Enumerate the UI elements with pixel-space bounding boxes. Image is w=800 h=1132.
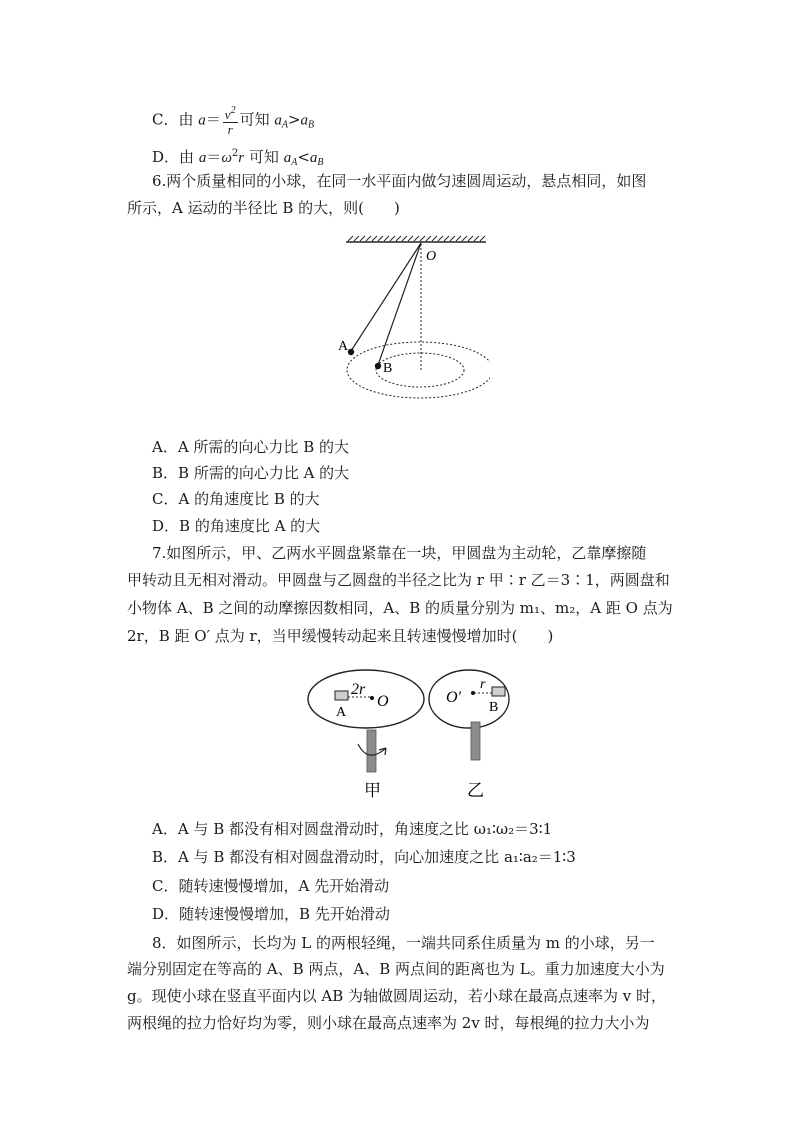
- q5-option-d-rel-a: a: [283, 150, 292, 166]
- q7-option-c: C．随转速慢慢增加，A 先开始滑动: [152, 877, 390, 895]
- q5-option-c: [152, 104, 314, 137]
- q5-option-d-rel-b: a: [309, 150, 318, 166]
- q5-option-c-sub-b: B: [308, 119, 315, 131]
- q7-option-a: A．A 与 B 都没有相对圆盘滑动时，角速度之比 ω₁∶ω₂＝3∶1: [152, 820, 553, 838]
- q6-option-b: B．B 所需的向心力比 A 的大: [152, 464, 350, 482]
- q5-option-c-label: C．由: [152, 110, 194, 129]
- label-jia: 甲: [364, 781, 381, 800]
- q7-option-b: B．A 与 B 都没有相对圆盘滑动时，向心加速度之比 a₁∶a₂＝1∶3: [152, 848, 576, 866]
- q5-option-d-label: D．由: [152, 148, 195, 166]
- q5-option-c-mid: 可知: [239, 110, 270, 129]
- q7-stem-line4: 2r，B 距 O′ 点为 r，当甲缓慢转动起来且转速慢慢增加时( ): [127, 627, 554, 645]
- label-o: O: [377, 693, 389, 710]
- q5-option-c-eq: ＝: [205, 110, 221, 129]
- q5-option-c-op: >: [287, 110, 301, 129]
- q5-option-d-sub-b: B: [317, 157, 324, 168]
- q5-option-d-omega: ω: [221, 150, 232, 166]
- label-b: B: [383, 361, 393, 376]
- q5-option-d-exp: 2: [231, 148, 239, 159]
- q5-option-c-rel-b: a: [300, 112, 309, 129]
- label-o: O: [426, 249, 437, 264]
- q8-stem-line3: g。现使小球在竖直平面内以 AB 为轴做圆周运动，若小球在最高点速率为 v 时，: [127, 987, 667, 1005]
- q7-stem-line1: 7.如图所示，甲、乙两水平圆盘紧靠在一块，甲圆盘为主动轮，乙靠摩擦随: [152, 544, 647, 562]
- q5-option-d-lhs: a: [198, 150, 207, 166]
- q6-option-a: A．A 所需的向心力比 B 的大: [152, 438, 349, 456]
- q5-option-c-rel-a: a: [274, 112, 282, 129]
- block-b: [492, 687, 505, 696]
- center-o: [370, 696, 374, 700]
- q5-option-d-eq: ＝: [206, 148, 222, 166]
- q5-option-c-num: v: [224, 107, 231, 122]
- q5-option-d-op: <: [297, 148, 310, 166]
- q5-option-c-num-exp: 2: [230, 105, 236, 116]
- label-yi: 乙: [467, 781, 484, 800]
- ball-a: [348, 349, 354, 355]
- q5-option-d-mid: 可知: [248, 148, 279, 166]
- q5-option-c-fraction: [223, 104, 238, 137]
- q7-option-d: D．随转速慢慢增加，B 先开始滑动: [152, 905, 390, 923]
- q7-discs-figure: [306, 664, 536, 812]
- center-op: [471, 691, 475, 695]
- q5-option-d-sub-a: A: [291, 157, 298, 168]
- q8-stem-line2: 端分别固定在等高的 A、B 两点，A、B 两点间的距离也为 L。重力加速度大小为: [127, 960, 665, 978]
- ceiling-hatch: [348, 236, 485, 241]
- label-a: A: [338, 339, 349, 354]
- ball-b: [375, 363, 381, 369]
- q7-stem-line2: 甲转动且无相对滑动。甲圆盘与乙圆盘的半径之比为 r 甲∶r 乙＝3∶1，两圆盘和: [127, 571, 670, 589]
- q6-pendulum-figure: [338, 232, 490, 417]
- label-a: A: [336, 705, 347, 720]
- q8-stem-line1: 8．如图所示，长均为 L 的两根轻绳，一端共同系住质量为 m 的小球，另一: [152, 934, 655, 952]
- shaft-yi: [471, 722, 480, 760]
- q5-option-c-den: r: [227, 122, 233, 137]
- string-a: [351, 243, 421, 351]
- label-o-prime: O′: [446, 689, 462, 706]
- q8-stem-line4: 两根绳的拉力恰好均为零，则小球在最高点速率为 2v 时，每根绳的拉力大小为: [127, 1014, 650, 1032]
- q6-option-d: D．B 的角速度比 A 的大: [152, 517, 321, 535]
- q6-option-c: C．A 的角速度比 B 的大: [152, 490, 320, 508]
- label-b: B: [489, 700, 499, 715]
- shaft-jia: [367, 730, 376, 772]
- q5-option-c-lhs: a: [198, 112, 206, 129]
- q5-option-d-r: r: [238, 150, 245, 166]
- string-b: [378, 243, 421, 365]
- label-r: r: [480, 677, 486, 692]
- label-2r: 2r: [351, 681, 366, 698]
- disc-yi: [429, 670, 509, 728]
- q7-stem-line3: 小物体 A、B 之间的动摩擦因数相同，A、B 的质量分别为 m₁、m₂，A 距 O 点为: [127, 599, 673, 617]
- q6-stem-line2: 所示，A 运动的半径比 B 的大，则( ): [127, 199, 400, 217]
- q6-stem-line1: 6.两个质量相同的小球，在同一水平面内做匀速圆周运动，悬点相同，如图: [152, 172, 647, 190]
- orbit-a: [347, 342, 490, 398]
- disc-jia: [308, 670, 424, 728]
- block-a: [335, 691, 348, 700]
- q5-option-c-sub-a: A: [281, 119, 288, 131]
